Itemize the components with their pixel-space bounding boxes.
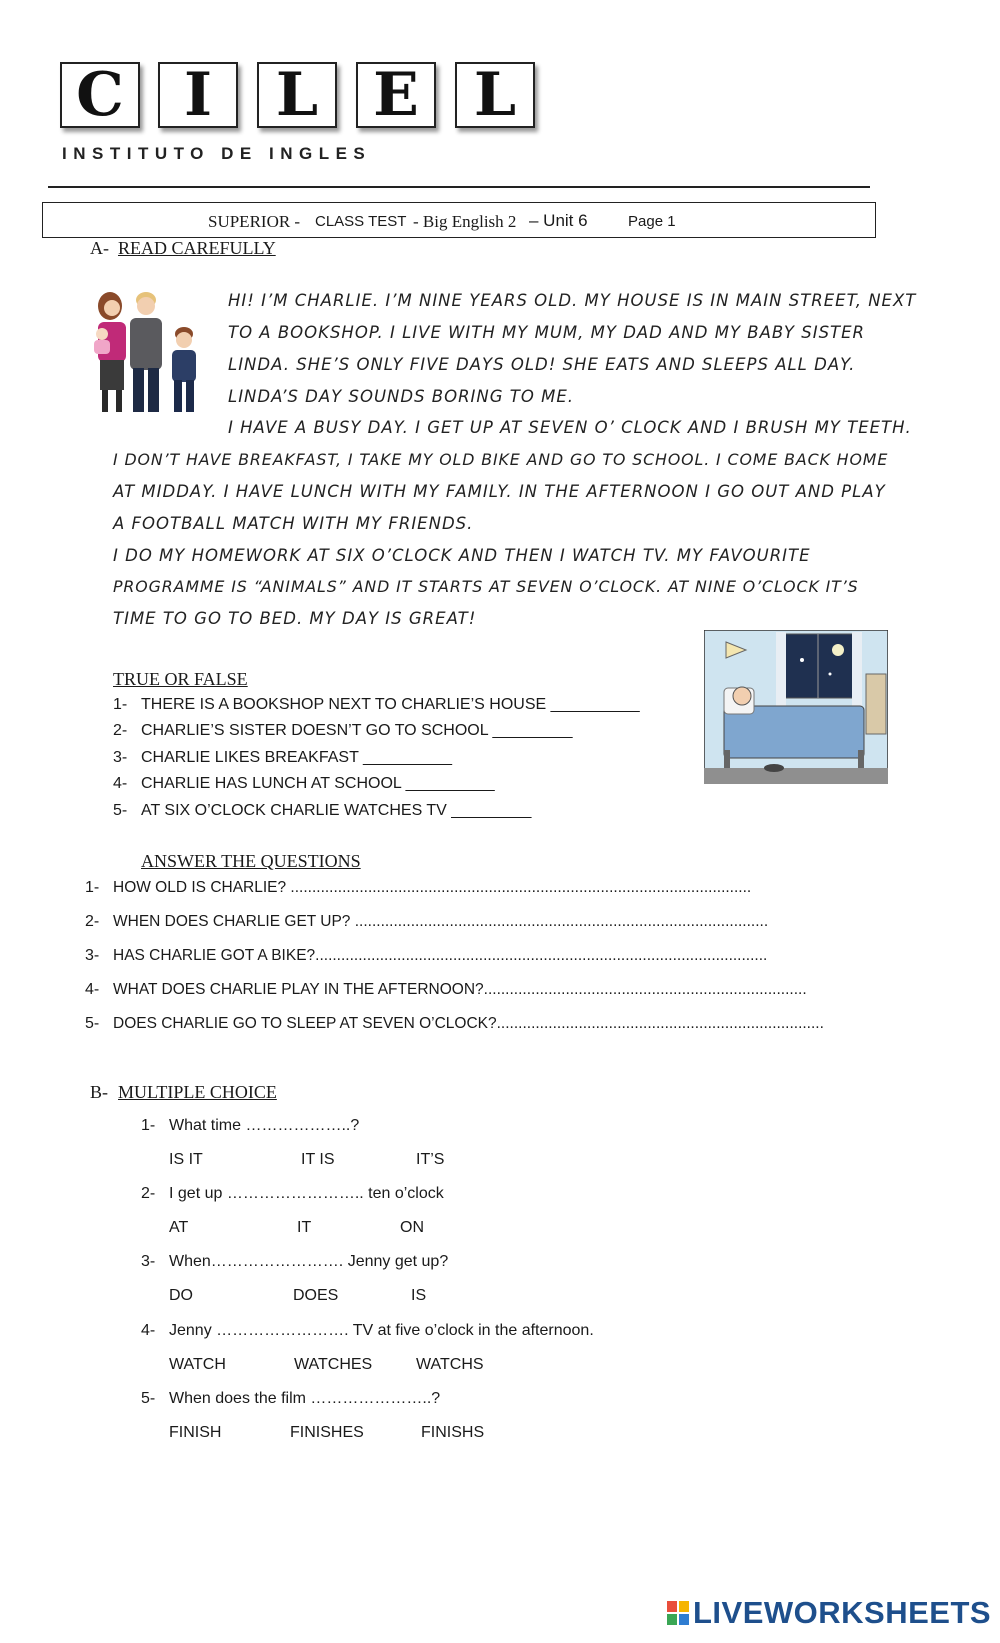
mc-num: 3- bbox=[141, 1253, 156, 1270]
tf-num: 1- bbox=[113, 696, 128, 713]
mc-option[interactable]: AT bbox=[169, 1219, 189, 1236]
mc-option[interactable]: FINISHES bbox=[290, 1424, 364, 1441]
aq-num: 1- bbox=[85, 879, 100, 896]
header-divider bbox=[48, 186, 870, 188]
aq-num: 2- bbox=[85, 913, 100, 930]
mc-option[interactable]: IT bbox=[297, 1219, 312, 1236]
header-book: - Big English 2 bbox=[413, 212, 517, 231]
tf-item-3[interactable]: CHARLIE LIKES BREAKFAST __________ bbox=[141, 749, 452, 766]
mc-num: 5- bbox=[141, 1390, 156, 1407]
aq-item-1[interactable]: HOW OLD IS CHARLIE? ........................................................................................................... bbox=[113, 879, 752, 896]
mc-option[interactable]: FINISHS bbox=[421, 1424, 485, 1441]
tf-num: 3- bbox=[113, 749, 128, 766]
mc-question-1: What time ………………..? bbox=[169, 1117, 360, 1134]
tf-item-5[interactable]: AT SIX O’CLOCK CHARLIE WATCHES TV _________ bbox=[141, 802, 532, 819]
family-illustration bbox=[88, 288, 208, 416]
mc-option[interactable]: IS bbox=[411, 1287, 427, 1304]
mc-num: 1- bbox=[141, 1117, 156, 1134]
mc-option[interactable]: DOES bbox=[293, 1287, 339, 1304]
logo-letter-c: C bbox=[60, 62, 140, 128]
liveworksheets-watermark[interactable]: LIVEWORKSHEETS bbox=[693, 1595, 992, 1630]
section-a-title: READ CAREFULLY bbox=[118, 238, 276, 258]
logo-subtitle: INSTITUTO DE INGLES bbox=[62, 144, 372, 163]
tf-num: 2- bbox=[113, 722, 128, 739]
passage-line-2: TO A BOOKSHOP. I LIVE WITH MY MUM, MY DAD AND MY BABY SISTER bbox=[228, 323, 866, 342]
answer-questions-title: ANSWER THE QUESTIONS bbox=[141, 851, 361, 871]
header-page: Page 1 bbox=[628, 213, 676, 230]
passage-line-9: I DO MY HOMEWORK AT SIX O’CLOCK AND THEN I WATCH TV. MY FAVOURITE bbox=[113, 546, 811, 565]
mc-question-2: I get up …………………….. ten o’clock bbox=[169, 1185, 444, 1202]
test-header bbox=[42, 202, 876, 238]
section-b-label: B- bbox=[90, 1082, 108, 1102]
aq-num: 4- bbox=[85, 981, 100, 998]
tf-num: 5- bbox=[113, 802, 128, 819]
mc-option[interactable]: WATCH bbox=[169, 1356, 226, 1373]
header-level: SUPERIOR - bbox=[208, 212, 301, 231]
mc-option[interactable]: ON bbox=[400, 1219, 424, 1236]
passage-line-11: TIME TO GO TO BED. MY DAY IS GREAT! bbox=[113, 609, 477, 628]
mc-option[interactable]: DO bbox=[169, 1287, 193, 1304]
liveworksheets-logo-icon bbox=[667, 1601, 689, 1625]
aq-item-2[interactable]: WHEN DOES CHARLIE GET UP? ................................................................................................ bbox=[113, 913, 769, 930]
tf-item-2[interactable]: CHARLIE’S SISTER DOESN’T GO TO SCHOOL _________ bbox=[141, 722, 573, 739]
passage-line-4: LINDA’S DAY SOUNDS BORING TO ME. bbox=[228, 387, 575, 406]
mc-option[interactable]: WATCHES bbox=[294, 1356, 373, 1373]
mc-question-3: When……………………. Jenny get up? bbox=[169, 1253, 449, 1270]
mc-question-4: Jenny ……………………. TV at five o’clock in the afternoon. bbox=[169, 1322, 594, 1339]
mc-option[interactable]: IS IT bbox=[169, 1151, 203, 1168]
aq-item-5[interactable]: DOES CHARLIE GO TO SLEEP AT SEVEN O’CLOCK?............................................................................ bbox=[113, 1015, 824, 1032]
mc-num: 4- bbox=[141, 1322, 156, 1339]
aq-num: 5- bbox=[85, 1015, 100, 1032]
header-unit: – Unit 6 bbox=[529, 211, 588, 230]
bedroom-illustration bbox=[704, 630, 888, 784]
logo-letter-e: E bbox=[356, 62, 436, 128]
mc-option[interactable]: FINISH bbox=[169, 1424, 222, 1441]
passage-line-10: PROGRAMME IS “ANIMALS” AND IT STARTS AT SEVEN O’CLOCK. AT NINE O’CLOCK IT’S bbox=[113, 577, 859, 596]
passage-line-6: I DON’T HAVE BREAKFAST, I TAKE MY OLD BIKE AND GO TO SCHOOL. I COME BACK HOME bbox=[113, 450, 889, 469]
mc-num: 2- bbox=[141, 1185, 156, 1202]
true-false-title: TRUE OR FALSE bbox=[113, 669, 248, 689]
section-a-label: A- bbox=[90, 238, 109, 258]
tf-item-4[interactable]: CHARLIE HAS LUNCH AT SCHOOL __________ bbox=[141, 775, 495, 792]
aq-num: 3- bbox=[85, 947, 100, 964]
mc-option[interactable]: IT IS bbox=[301, 1151, 335, 1168]
tf-item-1[interactable]: THERE IS A BOOKSHOP NEXT TO CHARLIE’S HOUSE __________ bbox=[141, 696, 640, 713]
passage-line-8: A FOOTBALL MATCH WITH MY FRIENDS. bbox=[113, 514, 474, 533]
mc-option[interactable]: WATCHS bbox=[416, 1356, 484, 1373]
passage-line-1: HI! I’M CHARLIE. I’M NINE YEARS OLD. MY HOUSE IS IN MAIN STREET, NEXT bbox=[228, 291, 917, 310]
mc-question-5: When does the film …………………..? bbox=[169, 1390, 441, 1407]
header-test: CLASS TEST bbox=[315, 213, 407, 230]
aq-item-4[interactable]: WHAT DOES CHARLIE PLAY IN THE AFTERNOON?........................................................................... bbox=[113, 981, 807, 998]
logo-letter-l2: L bbox=[455, 62, 535, 128]
logo-letter-l: L bbox=[257, 62, 337, 128]
aq-item-3[interactable]: HAS CHARLIE GOT A BIKE?......................................................................................................... bbox=[113, 947, 768, 964]
mc-option[interactable]: IT’S bbox=[416, 1151, 445, 1168]
section-b-title: MULTIPLE CHOICE bbox=[118, 1082, 277, 1102]
tf-num: 4- bbox=[113, 775, 128, 792]
passage-line-5: I HAVE A BUSY DAY. I GET UP AT SEVEN O’ CLOCK AND I BRUSH MY TEETH. bbox=[228, 418, 912, 437]
passage-line-3: LINDA. SHE’S ONLY FIVE DAYS OLD! SHE EATS AND SLEEPS ALL DAY. bbox=[228, 355, 856, 374]
logo-letter-i: I bbox=[158, 62, 238, 128]
passage-line-7: AT MIDDAY. I HAVE LUNCH WITH MY FAMILY. IN THE AFTERNOON I GO OUT AND PLAY bbox=[113, 482, 886, 501]
